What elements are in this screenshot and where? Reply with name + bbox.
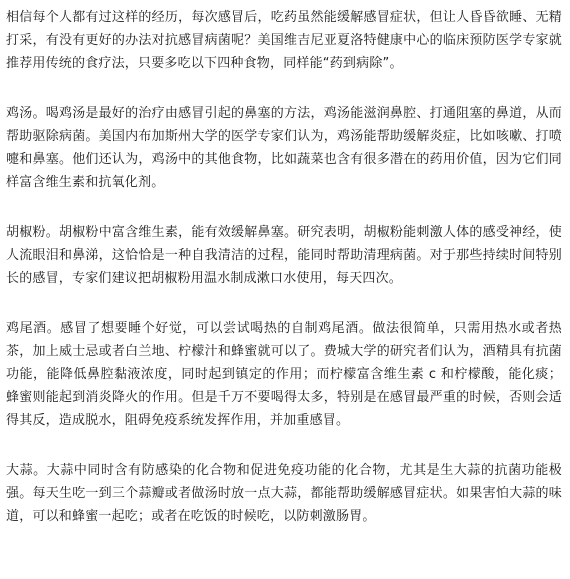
- cocktail-paragraph: 鸡尾酒。感冒了想要睡个好觉，可以尝试喝热的自制鸡尾酒。做法很简单，只需用热水或者热茶，加上威士忌或者白兰地、柠檬汁和蜂蜜就可以了。费城大学的研究者们认为，酒精具有抗菌功能，能降低鼻腔黏液浓度，同时起到镇定的作用；而柠檬富含维生素 c 和柠檬酸，能化痰；蜂蜜则能起到消炎降火的作用。但是千万不要喝得太多，特别是在感冒最严重的时候，否则会适得其反，造成脱水，阻碍免疫系统发挥作用，并加重感冒。: [6, 321, 562, 428]
- garlic-paragraph: 大蒜。大蒜中同时含有防感染的化合物和促进免疫功能的化合物，尤其是生大蒜的抗菌功能极强。每天生吃一到三个蒜瓣或者做汤时放一点大蒜，都能帮助缓解感冒症状。如果害怕大蒜的味道，可以和蜂蜜一起吃；或者在吃饭的时候吃，以防刺激肠胃。: [6, 463, 562, 524]
- pepper-paragraph: 胡椒粉。胡椒粉中富含维生素，能有效缓解鼻塞。研究表明，胡椒粉能刺激人体的感受神经，使人流眼泪和鼻涕，这恰恰是一种自我清洁的过程，能同时帮助清理病菌。对于那些持续时间特别长的感冒，专家们建议把胡椒粉用温水制成漱口水使用，每天四次。: [6, 225, 562, 286]
- intro-paragraph: 相信每个人都有过这样的经历，每次感冒后，吃药虽然能缓解感冒症状，但让人昏昏欲睡、无精打采，有没有更好的办法对抗感冒病菌呢？美国维吉尼亚夏洛特健康中心的临床预防医学专家就推荐用传统的食疗法，只要多吃以下四种食物，同样能“药到病除”。: [6, 10, 562, 71]
- chicken-soup-paragraph: 鸡汤。喝鸡汤是最好的治疗由感冒引起的鼻塞的方法，鸡汤能滋润鼻腔、打通阻塞的鼻道，从而帮助驱除病菌。美国内布加斯州大学的医学专家们认为，鸡汤能帮助缓解炎症，比如咳嗽、打喷嚏和鼻塞。他们还认为，鸡汤中的其他食物，比如蔬菜也含有很多潜在的药用价值，因为它们同样富含维生素和抗氧化剂。: [6, 106, 562, 190]
